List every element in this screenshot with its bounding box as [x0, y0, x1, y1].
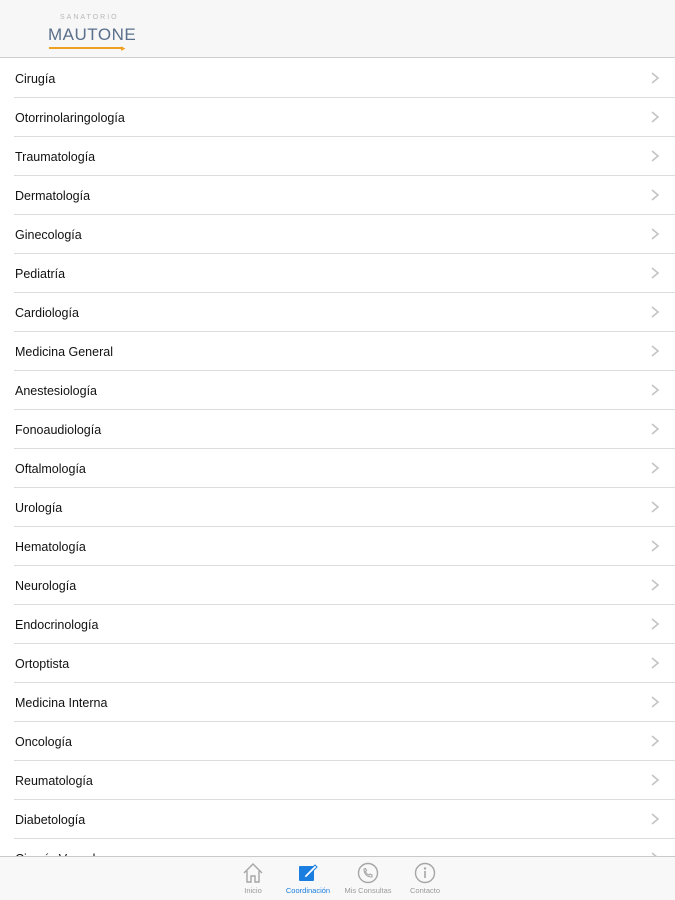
list-item[interactable] [0, 488, 675, 527]
list-item[interactable] [0, 644, 675, 683]
list-item[interactable] [0, 215, 675, 254]
chevron-right-icon [649, 773, 661, 787]
chevron-right-icon [649, 344, 661, 358]
logo-title: MAUTONE [48, 25, 137, 44]
home-icon [241, 860, 265, 886]
chevron-right-icon [649, 188, 661, 202]
list-item-label: Neurología [15, 578, 77, 593]
list-item-label: Ortoptista [15, 656, 70, 671]
list-item-label: Medicina General [15, 344, 113, 359]
logo-underline [49, 47, 123, 49]
list-item[interactable] [0, 800, 675, 839]
list-item[interactable] [0, 527, 675, 566]
chevron-right-icon [649, 539, 661, 553]
chevron-right-icon [649, 227, 661, 241]
info-icon [413, 860, 437, 886]
chevron-right-icon [649, 695, 661, 709]
list-item-label: Otorrinolaringología [15, 110, 125, 125]
chevron-right-icon [649, 461, 661, 475]
chevron-right-icon [649, 383, 661, 397]
list-item-label: Pediatría [15, 266, 66, 281]
list-item-label: Endocrinología [15, 617, 99, 632]
chevron-right-icon [649, 110, 661, 124]
tab-coordinacion[interactable] [279, 860, 337, 900]
chevron-right-icon [649, 617, 661, 631]
specialties-list[interactable] [0, 59, 675, 856]
phone-icon [356, 860, 380, 886]
edit-icon [296, 860, 320, 886]
tab-contacto[interactable] [405, 860, 445, 900]
list-item[interactable] [0, 566, 675, 605]
tab-label: Mis Consultas [344, 886, 392, 895]
list-item-label: Oftalmología [15, 461, 86, 476]
tab-inicio[interactable] [237, 860, 269, 900]
logo-subtitle: SANATORIO [60, 14, 119, 21]
chevron-right-icon [649, 422, 661, 436]
list-item[interactable] [0, 59, 675, 98]
list-item[interactable] [0, 410, 675, 449]
chevron-right-icon [649, 734, 661, 748]
list-item[interactable] [0, 98, 675, 137]
list-item-label: Ginecología [15, 227, 82, 242]
list-item-label: Hematología [15, 539, 86, 554]
list-item-label: Anestesiología [15, 383, 98, 398]
list-item-label: Diabetología [15, 812, 86, 827]
list-item-label: Urología [15, 500, 63, 515]
chevron-right-icon [649, 812, 661, 826]
logo-arrow-icon: ▸ [121, 43, 126, 53]
list-item[interactable] [0, 371, 675, 410]
list-item[interactable] [0, 254, 675, 293]
tab-mis-consultas[interactable] [338, 860, 398, 900]
list-item[interactable] [0, 176, 675, 215]
chevron-right-icon [649, 656, 661, 670]
list-item-label: Oncología [15, 734, 72, 749]
list-item-label: Cardiología [15, 305, 79, 320]
list-item-label: Cirugía [15, 71, 56, 86]
chevron-right-icon [649, 578, 661, 592]
chevron-right-icon [649, 305, 661, 319]
list-item-label: Traumatología [15, 149, 96, 164]
list-item-label: Dermatología [15, 188, 91, 203]
list-item[interactable] [0, 683, 675, 722]
tab-label: Inicio [244, 886, 262, 895]
chevron-right-icon [649, 266, 661, 280]
list-item[interactable] [0, 761, 675, 800]
list-item-label: Medicina Interna [15, 695, 108, 710]
list-item-label: Fonoaudiología [15, 422, 102, 437]
tab-bar [0, 856, 675, 900]
list-item[interactable] [0, 137, 675, 176]
list-item[interactable] [0, 605, 675, 644]
chevron-right-icon [649, 500, 661, 514]
tab-label: Contacto [409, 886, 441, 895]
chevron-right-icon [649, 71, 661, 85]
chevron-right-icon [649, 149, 661, 163]
list-item[interactable] [0, 293, 675, 332]
sanatorio-mautone-logo [48, 14, 137, 54]
navigation-bar [0, 0, 675, 58]
list-item[interactable] [0, 332, 675, 371]
list-item-label: Reumatología [15, 773, 93, 788]
list-item[interactable] [0, 722, 675, 761]
list-item[interactable] [0, 449, 675, 488]
tab-label: Coordinación [285, 886, 331, 895]
